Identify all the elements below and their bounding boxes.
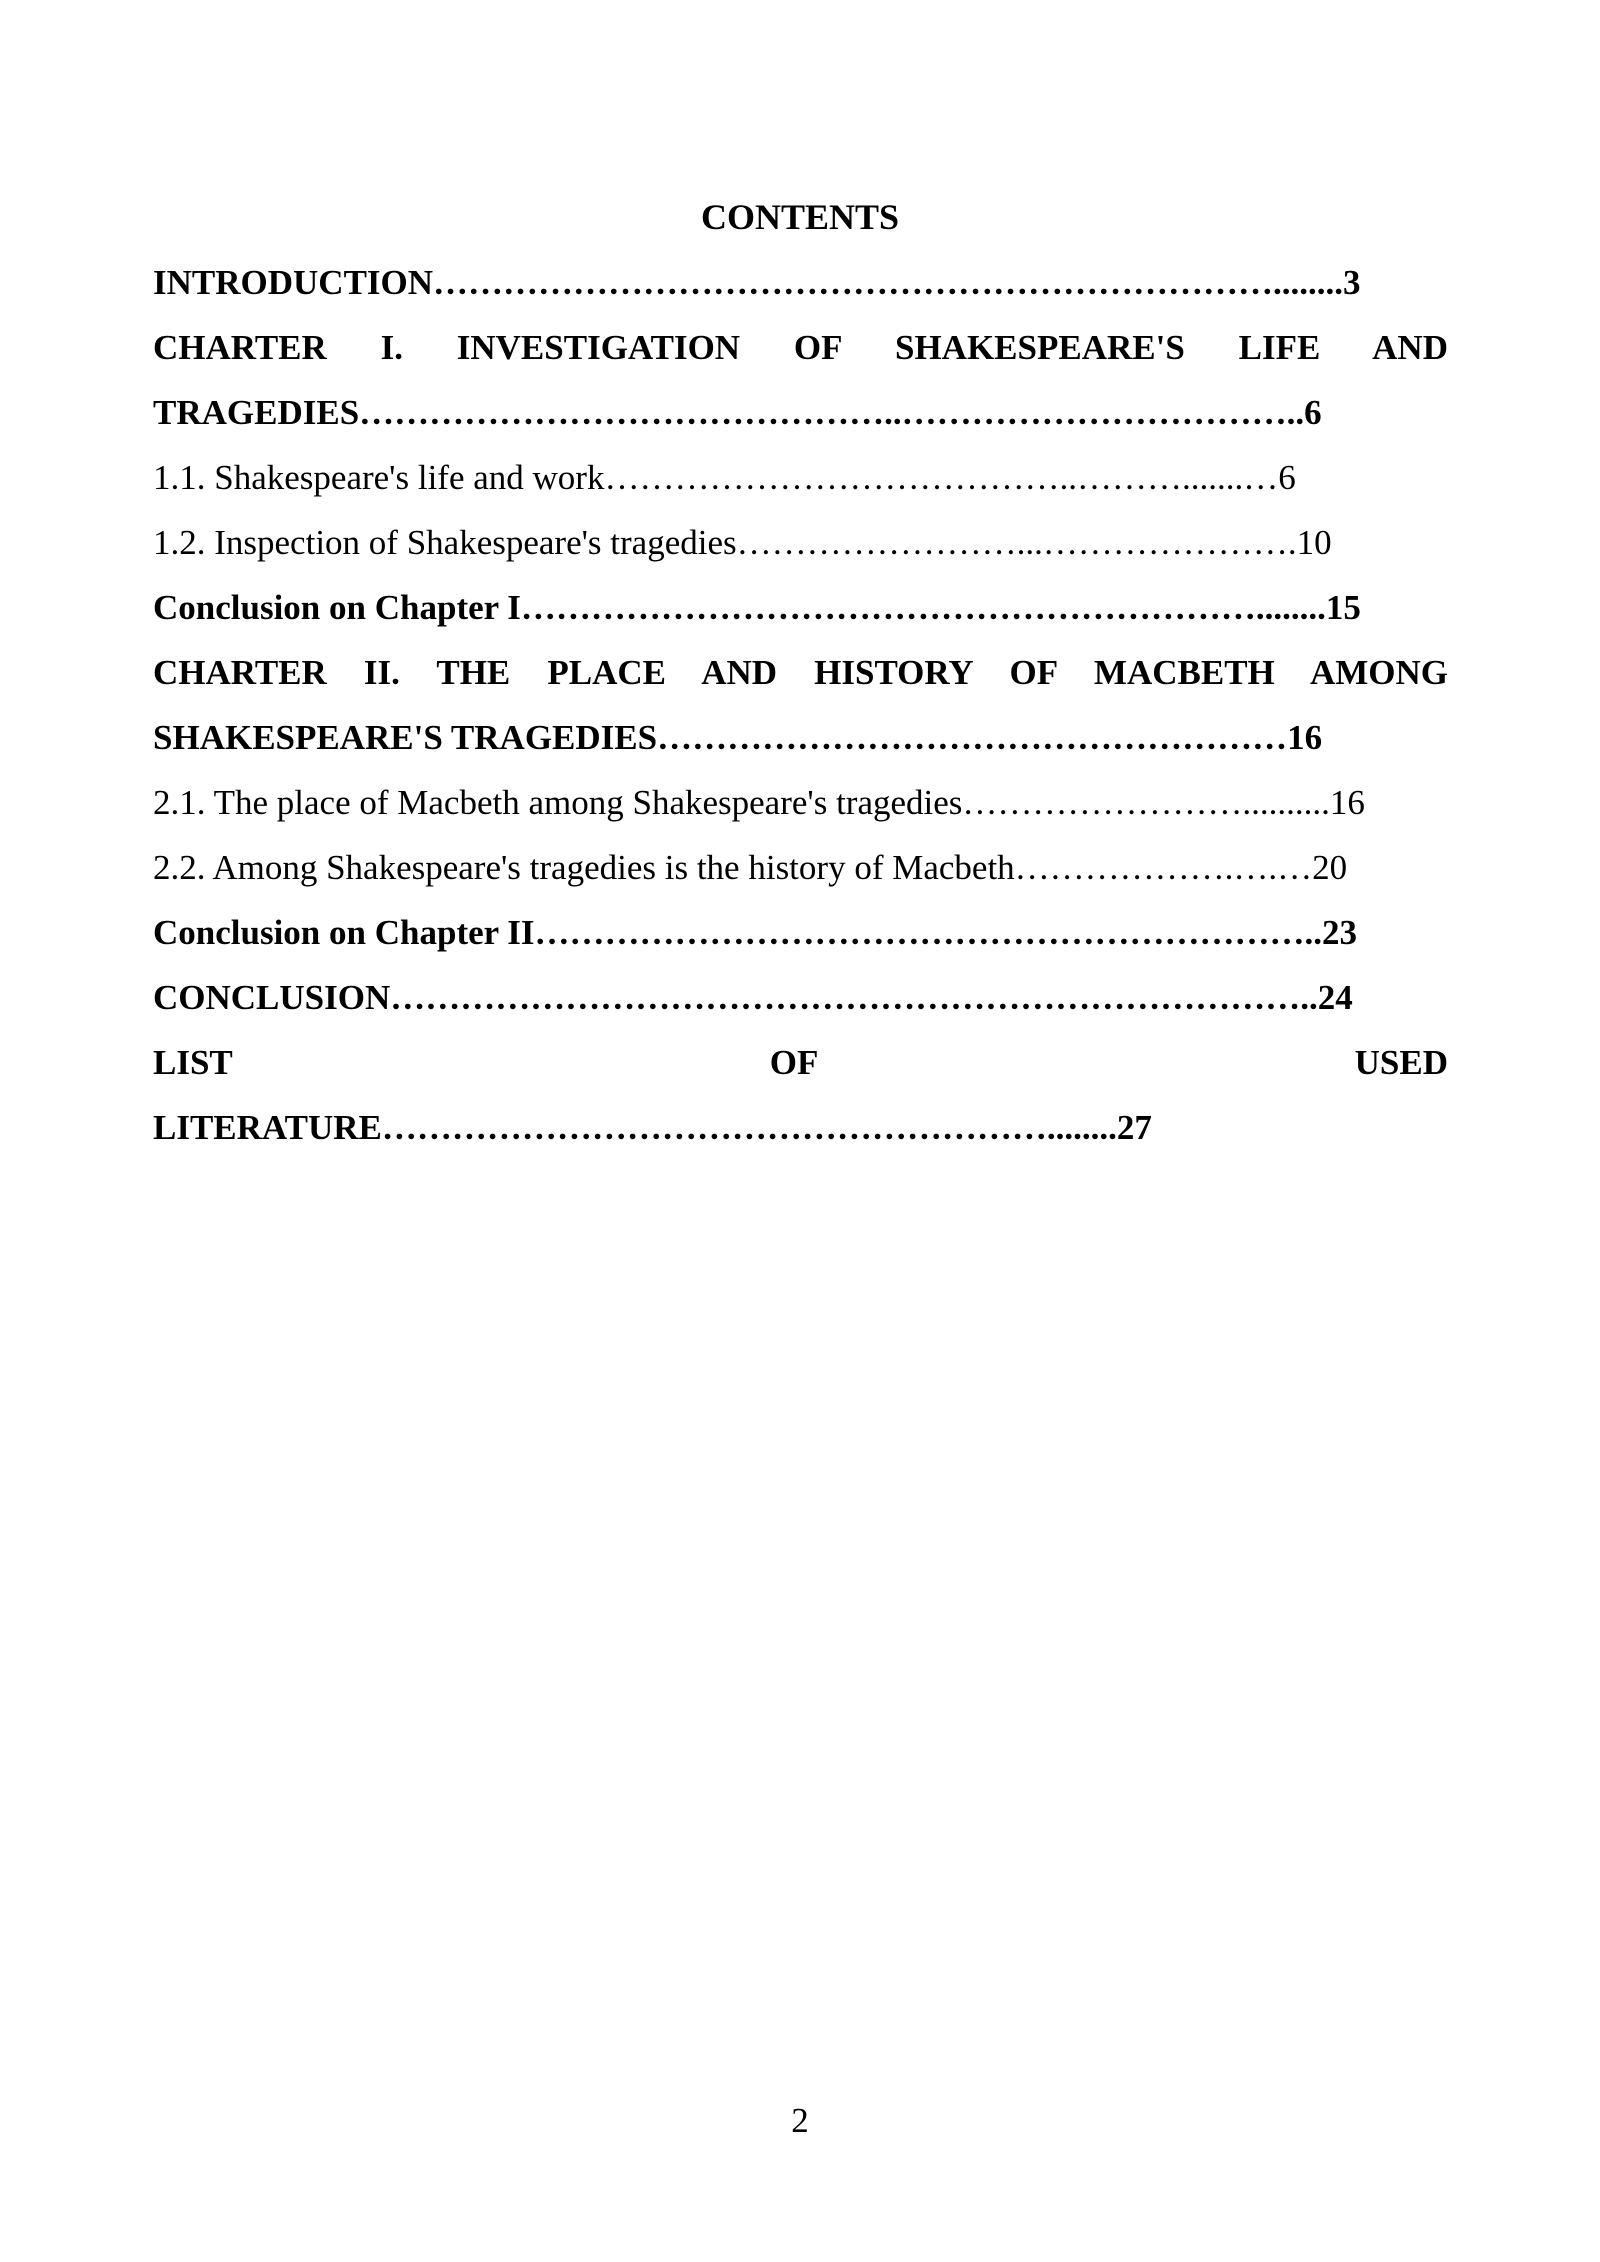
toc-entry-introduction: INTRODUCTION………………………………………………………………........3	[153, 263, 1361, 302]
toc-entry-literature-heading: LIST OF USED	[153, 1043, 1448, 1082]
toc-entry-chapter-2-heading-continued: SHAKESPEARE'S TRAGEDIES………………………………………………16	[153, 718, 1323, 757]
page-number: 2	[791, 2101, 809, 2140]
toc-entry-chapter-1-heading-continued: TRAGEDIES………………………………………..……………………………..6	[153, 393, 1322, 432]
table-of-contents	[153, 258, 1448, 1168]
toc-entry-chapter-2-heading: CHARTER II. THE PLACE AND HISTORY OF MACBETH AMONG	[153, 653, 1448, 692]
toc-entry-section-2-1: 2.1. The place of Macbeth among Shakespeare's tragedies……………………..........16	[153, 783, 1365, 822]
toc-entry-chapter-1-conclusion: Conclusion on Chapter I………………………………………………………........15	[153, 588, 1361, 627]
contents-heading: CONTENTS	[700, 197, 900, 237]
toc-entry-section-1-1: 1.1. Shakespeare's life and work…………………………………..……….......…6	[153, 458, 1296, 497]
toc-entry-chapter-1-heading: CHARTER I. INVESTIGATION OF SHAKESPEARE'S LIFE AND	[153, 328, 1448, 367]
toc-entry-chapter-2-conclusion: Conclusion on Chapter II…………………………………………………………..23	[153, 913, 1358, 952]
toc-entry-literature-heading-continued: LITERATURE…………………………………………………........27	[153, 1108, 1152, 1147]
toc-entry-section-2-2: 2.2. Among Shakespeare's tragedies is the history of Macbeth……………….….…20	[153, 848, 1348, 887]
toc-entry-conclusion: CONCLUSION……………………………………………………………………..24	[153, 978, 1353, 1017]
toc-entry-section-1-2: 1.2. Inspection of Shakespeare's tragedies……………………...………………….10	[153, 523, 1332, 562]
